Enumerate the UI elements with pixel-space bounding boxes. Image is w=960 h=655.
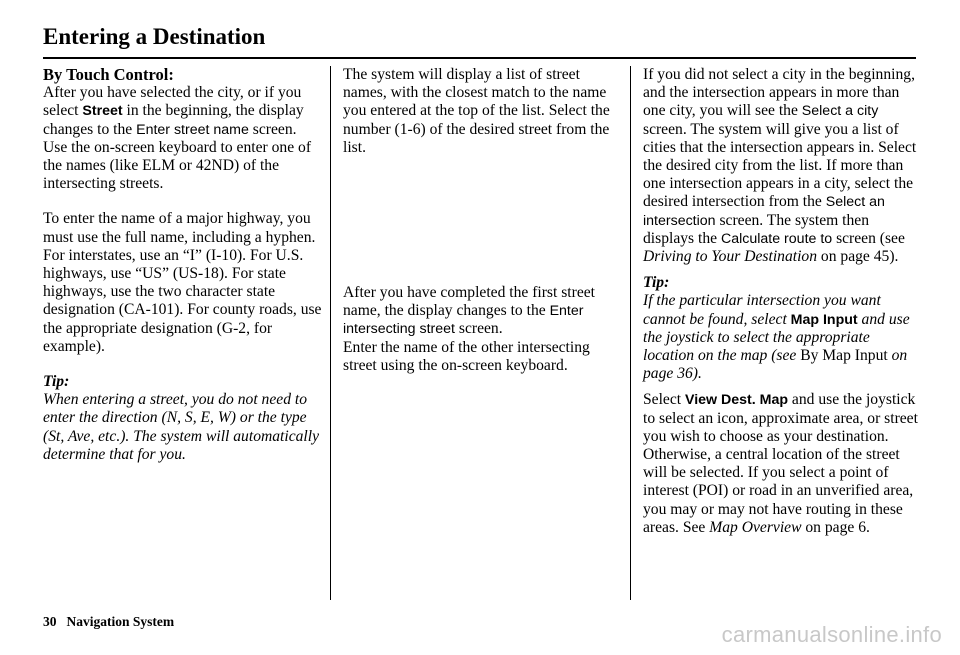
cross-reference: Driving to Your Destination [643, 248, 818, 266]
header-rule [43, 57, 916, 59]
page-number: 30 [43, 614, 57, 629]
select-an-intersection-label: Select an intersection [643, 194, 885, 229]
cross-reference: Map Overview [709, 518, 802, 536]
tip-text: If the particular intersection you want cannot be found, select Map Input and use the joystick to select the appropriate location on the map (see By Map Input on page 36). [643, 292, 910, 383]
section-heading: By Touch Control: [43, 65, 174, 84]
calculate-route-to-label: Calculate route to [720, 230, 833, 247]
paragraph-street-entry: After you have selected the city, or if you select Street in the beginning, the display changes to the Enter street name screen. Use the on-screen keyboard to enter one of the names (like ELM or 42ND) of the intersecting streets. [43, 84, 312, 193]
paragraph-intersecting-street: After you have completed the first street name, the display changes to the Enter intersecting street screen. Enter the name of the other intersecting street using the on-screen keyboard. [343, 284, 596, 374]
watermark: carmanualsonline.info [721, 622, 942, 647]
map-input-label: Map Input [790, 311, 858, 328]
tip-text: When entering a street, you do not need to enter the direction (N, S, E, W) or the type (St, Ave, etc.). The system will automatically determine that for you. [43, 391, 320, 463]
column-2 [343, 66, 619, 375]
column-3 [643, 66, 918, 537]
paragraph-view-dest-map: Select View Dest. Map and use the joystick to select an icon, approximate area, or street you wish to choose as your destination. Otherwise, a central location of the street will be selected. If you select a point of interest (POI) or road in an unverified area, you may or may not have routing in these areas. See Map Overview on page 6. [643, 391, 918, 536]
cross-reference: By Map Input [800, 347, 888, 365]
enter-street-name-label: Enter street name [136, 121, 249, 138]
street-label: Street [82, 103, 123, 120]
select-a-city-label: Select a city [801, 103, 879, 120]
view-dest-map-label: View Dest. Map [685, 392, 789, 409]
page-title: Entering a Destination [43, 24, 266, 49]
tip-label: Tip: [643, 274, 670, 292]
tip-label: Tip: [43, 373, 70, 391]
enter-intersecting-street-label: Enter intersecting street [343, 303, 584, 338]
section-name: Navigation System [66, 614, 175, 629]
page-footer [43, 614, 174, 630]
paragraph-street-list: The system will display a list of street names, with the closest match to the name you entered at the top of the list. Select the number (1-6) of the desired street from the list. [343, 66, 610, 156]
column-divider [630, 66, 631, 600]
column-1 [43, 66, 323, 464]
paragraph-highway: To enter the name of a major highway, you must use the full name, including a hyphen. For interstates, use an “I” (I-10). For U.S. highways, use “US” (US-18). For state highways, use the two character state designation (CA-101). For county roads, use the appropriate designation (G-2, for example). [43, 210, 322, 355]
paragraph-select-city: If you did not select a city in the beginning, and the intersection appears in more than one city, you will see the Select a city screen. The system will give you a list of cities that the intersection appears in. Select the desired city from the list. If more than one intersection appears in a city, select the desired intersection from the Select an intersection screen. The system then displays the Calculate route to screen (see Driving to Your Destination on page 45). [643, 66, 917, 266]
column-divider [330, 66, 331, 600]
